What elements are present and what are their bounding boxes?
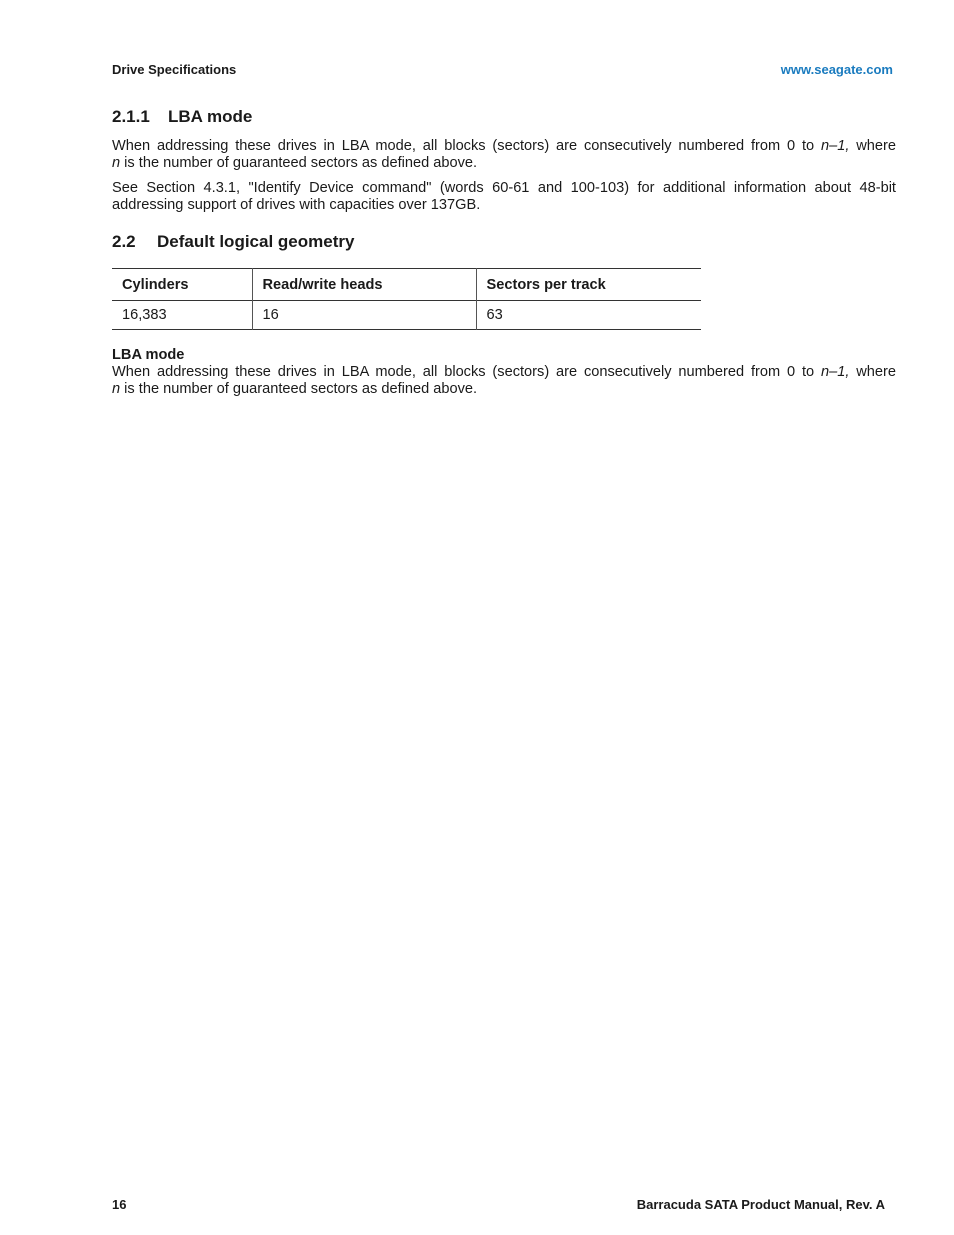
paragraph-line: addressing support of drives with capacities over 137GB. <box>112 197 481 213</box>
lba-note-paragraph <box>112 364 896 398</box>
section-title: Default logical geometry <box>157 232 355 251</box>
text-span: where <box>849 364 896 380</box>
paragraph-line <box>112 364 896 381</box>
paragraph-line <box>112 381 896 398</box>
italic-text: n <box>112 155 121 171</box>
column-header: Cylinders <box>122 276 189 293</box>
section-title: LBA mode <box>168 107 253 126</box>
column-header: Read/write heads <box>252 269 476 301</box>
footer-manual-title: Barracuda SATA Product Manual, Rev. A <box>636 1197 885 1212</box>
column-header: Sectors per track <box>476 269 701 301</box>
lba-mode-subheading: LBA mode <box>112 347 185 363</box>
identify-device-paragraph <box>112 180 896 214</box>
paragraph-line <box>112 138 896 155</box>
paragraph-line <box>112 155 896 172</box>
section-heading-default-geometry <box>112 232 354 252</box>
table-cell: 63 <box>476 301 701 330</box>
table-cell: 16 <box>252 301 476 330</box>
text-span: where <box>849 138 896 154</box>
text-span: When addressing these drives in LBA mode, all blocks (sectors) are consecutively numbered from 0 to <box>112 138 821 154</box>
page-number: 16 <box>112 1197 127 1212</box>
table-header-row <box>112 269 701 301</box>
lba-mode-paragraph <box>112 138 896 172</box>
text-span: is the number of guaranteed sectors as defined above. <box>120 381 478 397</box>
geometry-table <box>112 268 701 330</box>
table-cell: 16,383 <box>122 307 167 323</box>
running-header-title: Drive Specifications <box>112 62 237 77</box>
text-span: is the number of guaranteed sectors as defined above. <box>120 155 478 171</box>
table-row <box>112 301 701 330</box>
paragraph-line: See Section 4.3.1, "Identify Device command" (words 60-61 and 100-103) for additional information about 48-bit <box>112 180 896 196</box>
italic-text: n <box>112 381 121 397</box>
text-span: When addressing these drives in LBA mode, all blocks (sectors) are consecutively numbered from 0 to <box>112 364 821 380</box>
italic-text: n–1, <box>820 138 850 154</box>
section-number: 2.1.1 <box>112 107 150 126</box>
section-heading-lba-mode <box>112 107 252 127</box>
section-number: 2.2 <box>112 232 136 251</box>
website-link[interactable]: www.seagate.com <box>780 62 893 77</box>
italic-text: n–1, <box>820 364 850 380</box>
